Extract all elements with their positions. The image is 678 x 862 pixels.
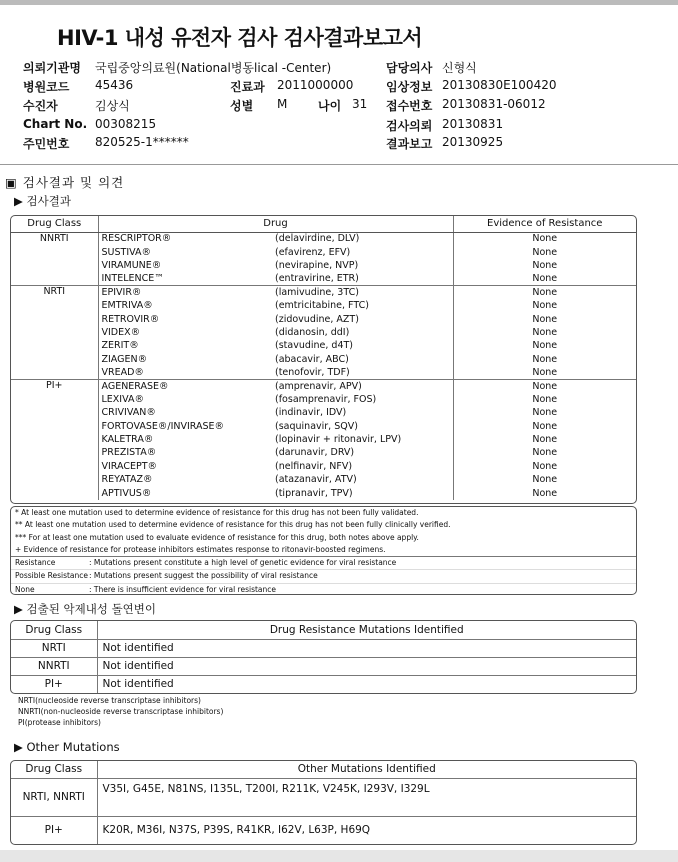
label: 임상정보 xyxy=(386,80,433,94)
patient-row xyxy=(23,97,130,114)
drug-generic-cell: (nelfinavir, NFV) xyxy=(275,460,353,472)
drug-brand-cell: KALETRA® xyxy=(98,433,272,446)
value: 20130831-06012 xyxy=(442,97,546,111)
drug-generic-cell: (abacavir, ABC) xyxy=(275,353,349,365)
drug-generic-cell: (tenofovir, TDF) xyxy=(272,366,453,379)
sex-age-row xyxy=(230,97,368,114)
results-subheading: ▶ 검사결과 xyxy=(14,194,71,208)
col-header: Drug xyxy=(98,216,453,232)
table-row xyxy=(11,486,636,499)
label: 수진자 xyxy=(23,99,58,113)
evidence-cell: None xyxy=(453,245,636,258)
notes-box xyxy=(10,506,637,595)
label: 나이 xyxy=(318,99,342,113)
col-header: Drug Class xyxy=(11,761,97,778)
label: 성별 xyxy=(230,99,254,113)
drug-generic-cell: (indinavir, IDV) xyxy=(275,407,347,419)
evidence-cell: None xyxy=(453,299,636,312)
label: 진료과 xyxy=(230,80,265,94)
value: 820525-1****** xyxy=(95,135,189,149)
report-row xyxy=(386,135,504,152)
table-row xyxy=(11,816,636,844)
dept-row xyxy=(230,78,354,95)
clinical-row xyxy=(386,78,557,95)
table-row xyxy=(11,366,636,379)
table-row xyxy=(11,259,636,272)
drug-class-cell: PI+ xyxy=(44,824,63,837)
table-row xyxy=(11,446,636,459)
legend-term: Resistance xyxy=(15,558,56,568)
resistance-table xyxy=(10,215,637,504)
abbreviation-footnotes xyxy=(18,695,223,728)
drug-brand-cell: VREAD® xyxy=(98,366,272,379)
drug-class-cell: NNRTI xyxy=(11,657,97,675)
chart-row xyxy=(23,117,157,131)
drug-brand-cell: VIDEX® xyxy=(98,326,272,339)
drug-brand-cell: VIRACEPT® xyxy=(98,460,272,473)
table-row xyxy=(11,272,636,285)
note-line: * At least one mutation used to determine evidence of resistance for this drug has not been fully validated. xyxy=(15,508,419,517)
legend-line xyxy=(11,570,636,583)
table-row xyxy=(11,778,636,816)
table-row xyxy=(11,245,636,258)
evidence-cell: None xyxy=(453,312,636,325)
table-row xyxy=(11,433,636,446)
table-row xyxy=(11,326,636,339)
drug-generic-cell: (stavudine, d4T) xyxy=(275,340,354,352)
evidence-cell: None xyxy=(453,339,636,352)
evidence-cell: None xyxy=(453,473,636,486)
value: 20130831 xyxy=(442,117,504,131)
table-row xyxy=(11,419,636,432)
mutations-cell: Not identified xyxy=(97,675,636,693)
drug-generic-cell: (fosamprenavir, FOS) xyxy=(275,393,377,405)
drug-generic-cell: (delavirdine, DLV) xyxy=(275,233,360,245)
hospital-code-row xyxy=(23,78,134,95)
evidence-cell: None xyxy=(453,460,636,473)
drug-generic-cell: (zidovudine, AZT) xyxy=(275,313,359,325)
mutations-cell: V35I, G45E, N81NS, I135L, T200I, R211K, V245K, I293V, I329L xyxy=(97,778,636,816)
drug-generic-cell: (tipranavir, TPV) xyxy=(275,487,353,499)
value: 00308215 xyxy=(95,117,157,131)
drug-brand-cell: LEXIVA® xyxy=(98,393,272,406)
drug-brand-cell: SUSTIVA® xyxy=(98,245,272,258)
note-line: *** For at least one mutation used to evaluate evidence of resistance for this drug, both notes above apply. xyxy=(15,532,419,542)
drug-class-cell: PI+ xyxy=(44,678,63,691)
col-header: Evidence of Resistance xyxy=(453,216,636,232)
doctor-row xyxy=(386,59,477,76)
table-row xyxy=(11,406,636,419)
table-row xyxy=(11,639,636,657)
drug-brand-cell: AGENERASE® xyxy=(98,379,272,392)
value: 김상식 xyxy=(95,99,130,113)
evidence-cell: None xyxy=(453,446,636,459)
drug-class-cell: NNRTI xyxy=(11,232,98,286)
value: 신형식 xyxy=(442,61,477,75)
table-row xyxy=(11,460,636,473)
mutations-cell: Not identified xyxy=(97,657,636,675)
mutations-cell: Not identified xyxy=(97,639,636,657)
section-results-heading: ▣ 검사결과 및 의견 xyxy=(5,175,125,190)
label: 의뢰기관명 xyxy=(23,61,81,75)
drug-brand-cell: EPIVIR® xyxy=(98,286,272,299)
request-row xyxy=(386,117,504,134)
legend-line xyxy=(11,584,636,595)
table-row xyxy=(11,286,636,299)
drug-brand-cell: RESCRIPTOR® xyxy=(98,232,272,245)
evidence-cell: None xyxy=(453,433,636,446)
evidence-cell: None xyxy=(453,419,636,432)
label: 병원코드 xyxy=(23,80,70,94)
evidence-cell: None xyxy=(453,366,636,379)
report-title: HIV-1 내성 유전자 검사 검사결과보고서 xyxy=(57,26,423,50)
divider xyxy=(0,164,678,165)
evidence-cell: None xyxy=(453,353,636,366)
value: 20130925 xyxy=(442,135,504,149)
drug-brand-cell: VIRAMUNE® xyxy=(98,259,272,272)
drug-generic-cell: (atazanavir, ATV) xyxy=(275,474,357,486)
label: 담당의사 xyxy=(386,61,433,75)
table-row xyxy=(11,379,636,392)
drug-generic-cell: (lamivudine, 3TC) xyxy=(275,287,359,298)
evidence-cell: None xyxy=(453,406,636,419)
label: 접수번호 xyxy=(386,99,433,113)
drug-generic-cell: (nevirapine, NVP) xyxy=(275,259,359,271)
value: 31 xyxy=(352,97,368,111)
bottom-bar xyxy=(0,850,678,862)
evidence-cell: None xyxy=(453,486,636,499)
drug-brand-cell: REYATAZ® xyxy=(98,473,272,486)
legend-term: None xyxy=(15,584,35,594)
label: 주민번호 xyxy=(23,137,70,151)
table-row xyxy=(11,339,636,352)
mutations-cell: K20R, M36I, N37S, P39S, R41KR, I62V, L63P, H69Q xyxy=(97,816,636,844)
evidence-cell: None xyxy=(453,286,636,299)
table-row xyxy=(11,312,636,325)
col-header: Drug Resistance Mutations Identified xyxy=(97,621,636,639)
evidence-cell: None xyxy=(453,393,636,406)
mutations-subheading: ▶ 검출된 악제내성 돌연변이 xyxy=(14,602,157,616)
drug-brand-cell: ZERIT® xyxy=(98,339,272,352)
note-line: ** At least one mutation used to determine evidence of resistance for this drug has not been fully clinically verified. xyxy=(15,520,451,530)
label: 검사의뢰 xyxy=(386,119,433,133)
table-row xyxy=(11,675,636,693)
top-bar xyxy=(0,0,678,5)
value: 국립중앙의료원(National병동lical -Center) xyxy=(95,61,332,75)
value: 45436 xyxy=(95,78,134,92)
mutations-table xyxy=(10,620,637,694)
drug-class-cell: PI+ xyxy=(46,379,63,391)
drug-class-cell: NRTI xyxy=(11,286,98,380)
drug-generic-cell: (entravirine, ETR) xyxy=(272,272,453,285)
table-row xyxy=(11,299,636,312)
other-mutations-subheading: ▶ Other Mutations xyxy=(14,740,120,754)
value: M xyxy=(277,97,288,111)
evidence-cell: None xyxy=(453,326,636,339)
drug-generic-cell: (didanosin, ddI) xyxy=(275,326,350,338)
col-header: Drug Class xyxy=(11,216,98,232)
drug-brand-cell: ZIAGEN® xyxy=(98,353,272,366)
footnote: NRTI(nucleoside reverse transcriptase inhibitors) xyxy=(18,696,201,705)
institution-row xyxy=(23,59,332,76)
legend-desc: : Mutations present constitute a high level of genetic evidence for viral resistance xyxy=(89,558,397,568)
other-mutations-table xyxy=(10,760,637,845)
table-row xyxy=(11,393,636,406)
drug-generic-cell: (emtricitabine, FTC) xyxy=(275,300,369,312)
footnote: PI(protease inhibitors) xyxy=(18,718,101,727)
table-row xyxy=(11,232,636,245)
legend-desc: : There is insufficient evidence for viral resistance xyxy=(89,584,277,594)
rrn-row xyxy=(23,135,189,152)
legend-desc: : Mutations present suggest the possibility of viral resistance xyxy=(89,571,318,581)
drug-brand-cell: FORTOVASE®/INVIRASE® xyxy=(98,419,272,432)
receipt-row xyxy=(386,97,546,114)
drug-generic-cell: (darunavir, DRV) xyxy=(275,447,355,459)
drug-generic-cell: (saquinavir, SQV) xyxy=(275,420,358,432)
drug-generic-cell: (amprenavir, APV) xyxy=(275,380,362,392)
evidence-cell: None xyxy=(453,259,636,272)
drug-brand-cell: PREZISTA® xyxy=(98,446,272,459)
note-line: + Evidence of resistance for protease inhibitors estimates response to ritonavir-boosted regimens. xyxy=(11,544,636,557)
table-row xyxy=(11,657,636,675)
drug-brand-cell: CRIVIVAN® xyxy=(98,406,272,419)
drug-class-cell: NRTI xyxy=(11,639,97,657)
evidence-cell: None xyxy=(453,232,636,245)
drug-brand-cell: INTELENCE™ xyxy=(98,272,272,285)
drug-class-cell: NRTI, NNRTI xyxy=(11,778,97,816)
value: 20130830E100420 xyxy=(442,78,557,92)
label: Chart No. xyxy=(23,117,88,131)
drug-brand-cell: EMTRIVA® xyxy=(98,299,272,312)
evidence-cell: None xyxy=(453,272,636,285)
drug-brand-cell: APTIVUS® xyxy=(98,486,272,499)
label: 결과보고 xyxy=(386,137,433,151)
table-row xyxy=(11,353,636,366)
value: 2011000000 xyxy=(277,78,354,92)
evidence-cell: None xyxy=(453,379,636,392)
drug-generic-cell: (efavirenz, EFV) xyxy=(275,246,351,258)
legend-term: Possible Resistance xyxy=(15,571,89,581)
table-row xyxy=(11,473,636,486)
col-header: Drug Class xyxy=(11,621,97,639)
drug-brand-cell: RETROVIR® xyxy=(98,312,272,325)
legend-line xyxy=(11,557,636,570)
col-header: Other Mutations Identified xyxy=(97,761,636,778)
drug-generic-cell: (lopinavir + ritonavir, LPV) xyxy=(275,434,402,446)
footnote: NNRTI(non-nucleoside reverse transcriptase inhibitors) xyxy=(18,707,224,716)
